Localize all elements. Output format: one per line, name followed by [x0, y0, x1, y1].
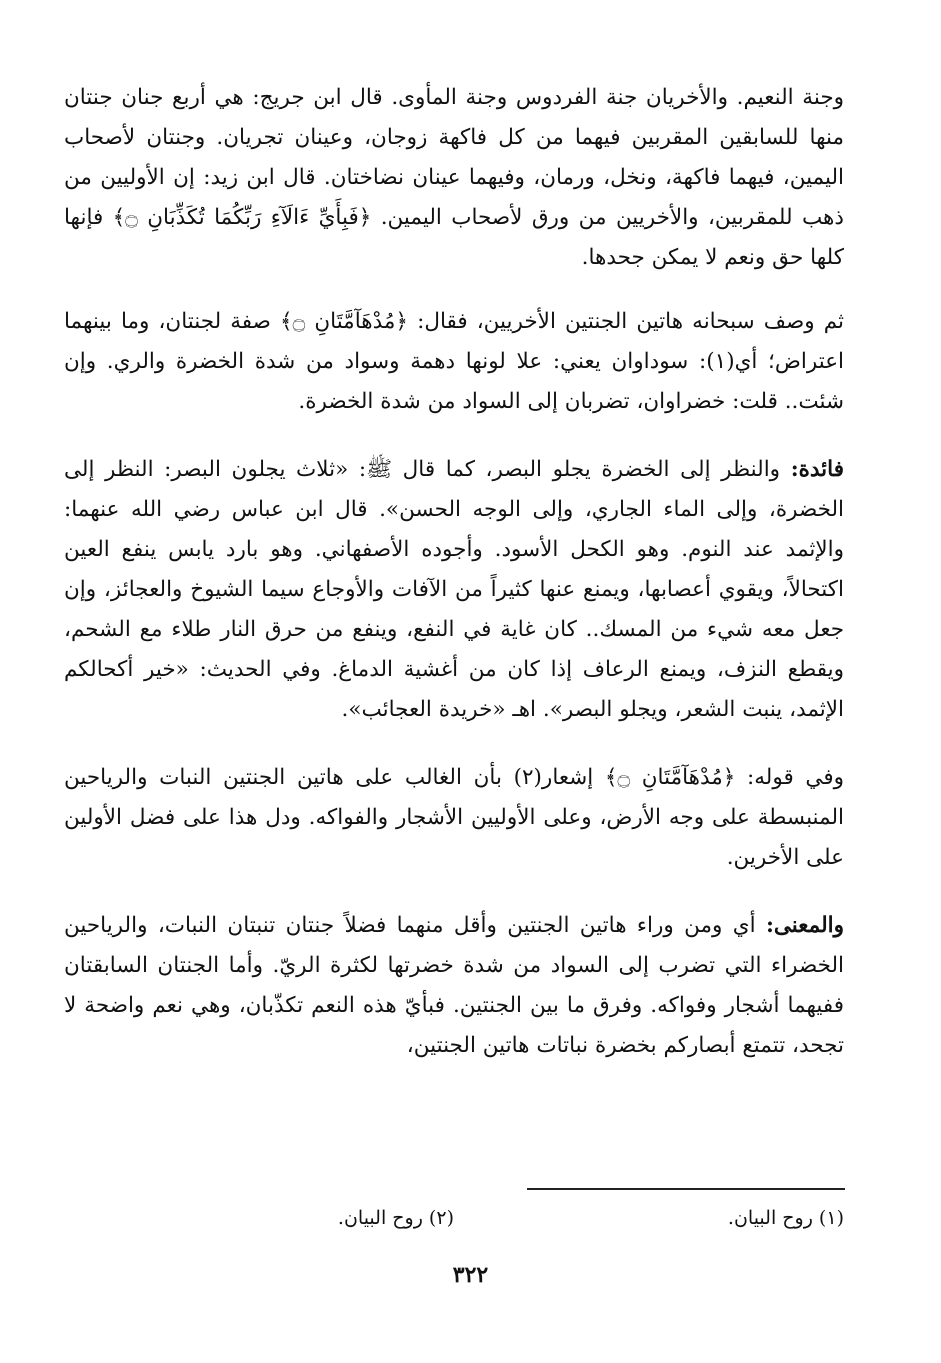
paragraph-3-text: والنظر إلى الخضرة يجلو البصر، كما قال ﷺ: «ثلاث يجلون البصر: النظر إلى الخضرة، وإلى الماء الجاري، وإلى الوجه الحسن». قال ابن عباس رضي الله عنهما: والإثمد عند النوم. وهو الكحل الأسود. وأجوده الأصفهاني. وهو بارد يابس ينفع العين اكتحالاً، ويقوي أعصابها، ويمنع عنها كثيراً من الآفات والأوجاع سيما الشيوخ والعجائز، وإن جعل معه شيء من المسك.. كان غاية في النفع، وينفع من حرق النار طلاء مع الشحم، ويقطع النزف، ويمنع الرعاف إذا كان من أغشية الدماغ. وفي الحديث: «خير أكحالكم الإثمد، ينبت الشعر، ويجلو البصر». اهـ «خريدة العجائب».	[64, 457, 844, 722]
footnotes	[64, 1207, 844, 1237]
paragraph-4	[64, 758, 844, 878]
page-body	[64, 78, 844, 1094]
paragraph-3-lead: فائدة:	[790, 457, 844, 482]
paragraph-5-text: أي ومن وراء هاتين الجنتين وأقل منهما فضلاً جنتان تنبتان النبات، والرياحين الخضراء التي تضرب إلى السواد من شدة خضرتها لكثرة الريّ. وأما الجنتان السابقتان ففيهما أشجار وفواكه. وفرق ما بين الجنتين. فبأيّ هذه النعم تكذّبان، وهي نعم واضحة لا تجحد، تتمتع أبصاركم بخضرة نباتات هاتين الجنتين،	[64, 913, 844, 1058]
footnote-divider	[527, 1188, 845, 1190]
paragraph-3	[64, 450, 844, 730]
paragraph-4-text: وفي قوله: ﴿مُدْهَآمَّتَانِ ۝﴾ إشعار(٢) بأن الغالب على هاتين الجنتين النبات والرياحين المنبسطة على وجه الأرض، وعلى الأوليين الأشجار والفواكه. ودل هذا على فضل الأولين على الأخرين.	[64, 765, 844, 870]
page-number: ٣٢٢	[452, 1262, 489, 1288]
paragraph-2	[64, 302, 844, 422]
footnote-2: (٢) روح البيان.	[337, 1207, 454, 1229]
paragraph-5-lead: والمعنى:	[765, 913, 844, 938]
paragraph-2-text: ثم وصف سبحانه هاتين الجنتين الأخريين، فقال: ﴿مُدْهَآمَّتَانِ ۝﴾ صفة لجنتان، وما بينهما اعتراض؛ أي(١): سوداوان يعني: علا لونها دهمة وسواد من شدة الخضرة والري. وإن شئت.. قلت: خضراوان، تضربان إلى السواد من شدة الخضرة.	[64, 309, 844, 414]
paragraph-1	[64, 78, 844, 278]
footnote-1: (١) روح البيان.	[727, 1207, 844, 1229]
paragraph-5	[64, 906, 844, 1066]
paragraph-1-text: وجنة النعيم. والأخريان جنة الفردوس وجنة المأوى. قال ابن جريج: هي أربع جنان جنتان منها للسابقين المقربين فيهما من كل فاكهة زوجان، وعينان تجريان. وجنتان لأصحاب اليمين، فيهما فاكهة، ونخل، ورمان، وفيهما عينان نضاختان. قال ابن زيد: إن الأوليين من ذهب للمقربين، والأخريين من ورق لأصحاب اليمين. ﴿فَبِأَيِّ ءَالَآءِ رَبِّكُمَا تُكَذِّبَانِ ۝﴾ فإنها كلها حق ونعم لا يمكن جحدها.	[64, 85, 844, 270]
